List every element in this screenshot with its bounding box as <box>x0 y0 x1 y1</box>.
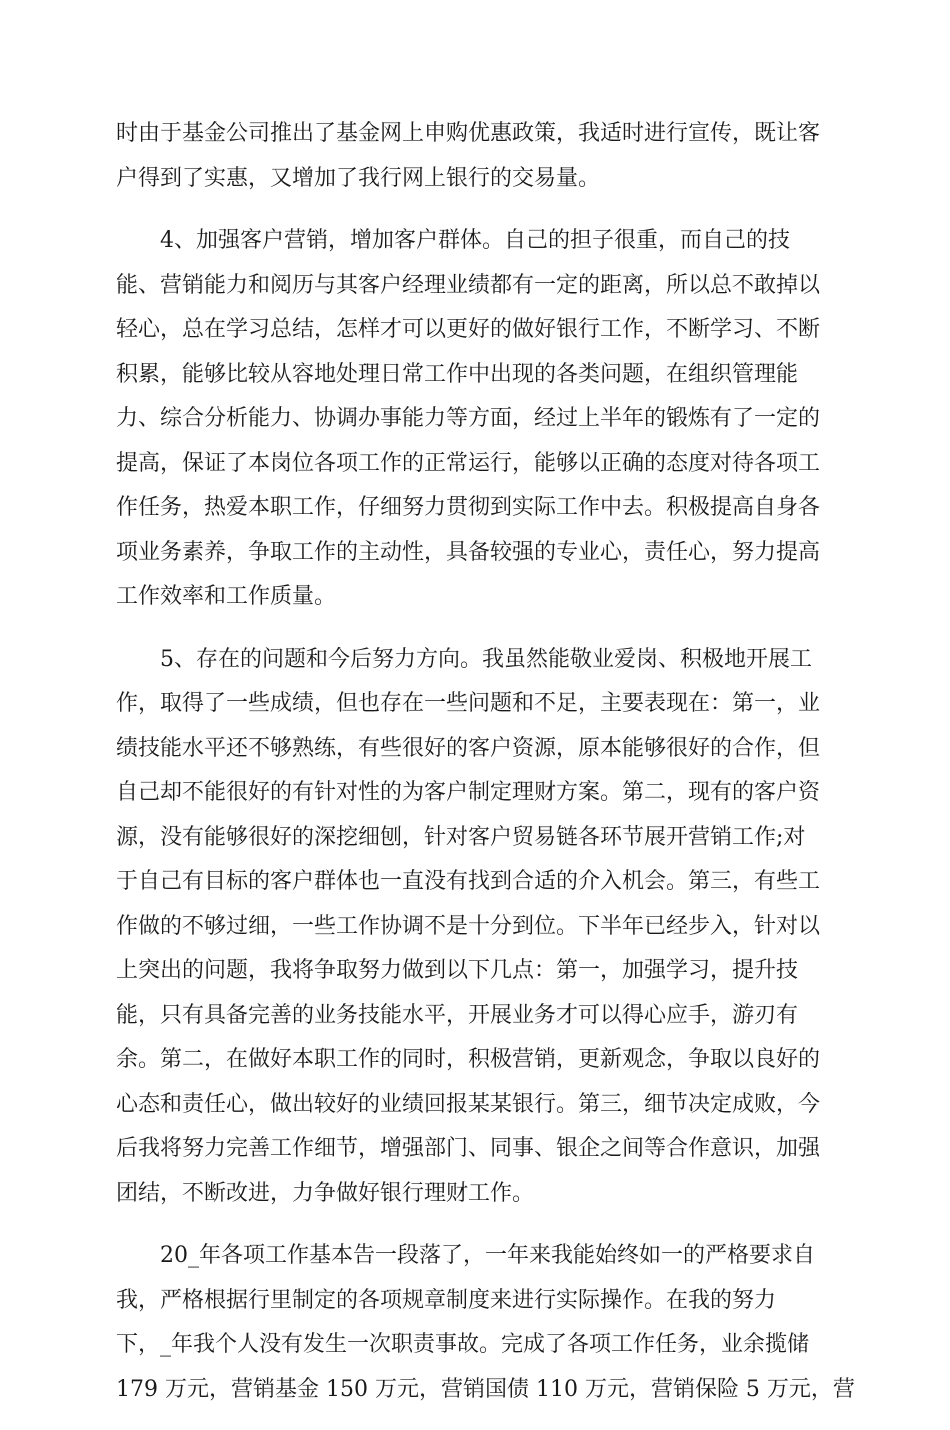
text-line: 绩技能水平还不够熟练，有些很好的客户资源，原本能够很好的合作，但 <box>116 735 821 761</box>
paragraph-annual-summary <box>116 1234 855 1412</box>
text-line: 20_年各项工作基本告一段落了，一年来我能始终如一的严格要求自 <box>160 1243 815 1268</box>
text-line: 源，没有能够很好的深挖细刨，针对客户贸易链各环节展开营销工作;对 <box>116 824 806 850</box>
text-line: 团结，不断改进，力争做好银行理财工作。 <box>116 1180 535 1206</box>
text-line: 作做的不够过细，一些工作协调不是十分到位。下半年已经步入，针对以 <box>116 913 821 939</box>
text-line: 能，只有具备完善的业务技能水平，开展业务才可以得心应手，游刃有 <box>116 1002 799 1028</box>
text-line: 作任务，热爱本职工作，仔细努力贯彻到实际工作中去。积极提高自身各 <box>116 495 821 520</box>
text-line: 下，_年我个人没有发生一次职责事故。完成了各项工作任务，业余揽储 <box>116 1332 810 1357</box>
text-line: 179 万元，营销基金 150 万元，营销国债 110 万元，营销保险 5 万元，营 <box>116 1376 855 1402</box>
paragraph-continuation <box>116 112 832 201</box>
text-line: 积累，能够比较从容地处理日常工作中出现的各类问题，在组织管理能 <box>116 361 799 387</box>
text-line: 我，严格根据行里制定的各项规章制度来进行实际操作。在我的努力 <box>116 1287 777 1313</box>
text-line: 自己却不能很好的有针对性的为客户制定理财方案。第二，现有的客户资 <box>116 780 821 805</box>
text-line: 心态和责任心，做出较好的业绩回报某某银行。第三，细节决定成败，今 <box>116 1091 821 1117</box>
text-line: 4、加强客户营销，增加客户群体。自己的担子很重，而自己的技 <box>160 228 790 253</box>
text-line: 轻心，总在学习总结，怎样才可以更好的做好银行工作，不断学习、不断 <box>116 317 821 342</box>
text-line: 5、存在的问题和今后努力方向。我虽然能敬业爱岗、积极地开展工 <box>160 646 812 672</box>
text-line: 时由于基金公司推出了基金网上申购优惠政策，我适时进行宣传，既让客 <box>116 121 821 146</box>
document-body <box>116 112 855 1430</box>
text-line: 力、综合分析能力、协调办事能力等方面，经过上半年的锻炼有了一定的 <box>116 406 821 431</box>
text-line: 上突出的问题，我将争取努力做到以下几点：第一，加强学习，提升技 <box>116 958 799 983</box>
paragraph-problems-and-direction <box>116 638 832 1217</box>
text-line: 项业务素养，争取工作的主动性，具备较强的专业心，责任心，努力提高 <box>116 539 821 565</box>
text-line: 于自己有目标的客户群体也一直没有找到合适的介入机会。第三，有些工 <box>116 869 821 894</box>
text-line: 作，取得了一些成绩，但也存在一些问题和不足，主要表现在：第一，业 <box>116 691 821 716</box>
paragraph-customer-marketing <box>116 219 832 620</box>
text-line: 余。第二，在做好本职工作的同时，积极营销，更新观念，争取以良好的 <box>116 1047 821 1072</box>
text-line: 提高，保证了本岗位各项工作的正常运行，能够以正确的态度对待各项工 <box>116 450 821 476</box>
text-line: 户得到了实惠，又增加了我行网上银行的交易量。 <box>116 165 601 191</box>
text-line: 后我将努力完善工作细节，增强部门、同事、银企之间等合作意识，加强 <box>116 1136 821 1161</box>
text-line: 工作效率和工作质量。 <box>116 584 337 609</box>
text-line: 能、营销能力和阅历与其客户经理业绩都有一定的距离，所以总不敢掉以 <box>116 272 821 298</box>
